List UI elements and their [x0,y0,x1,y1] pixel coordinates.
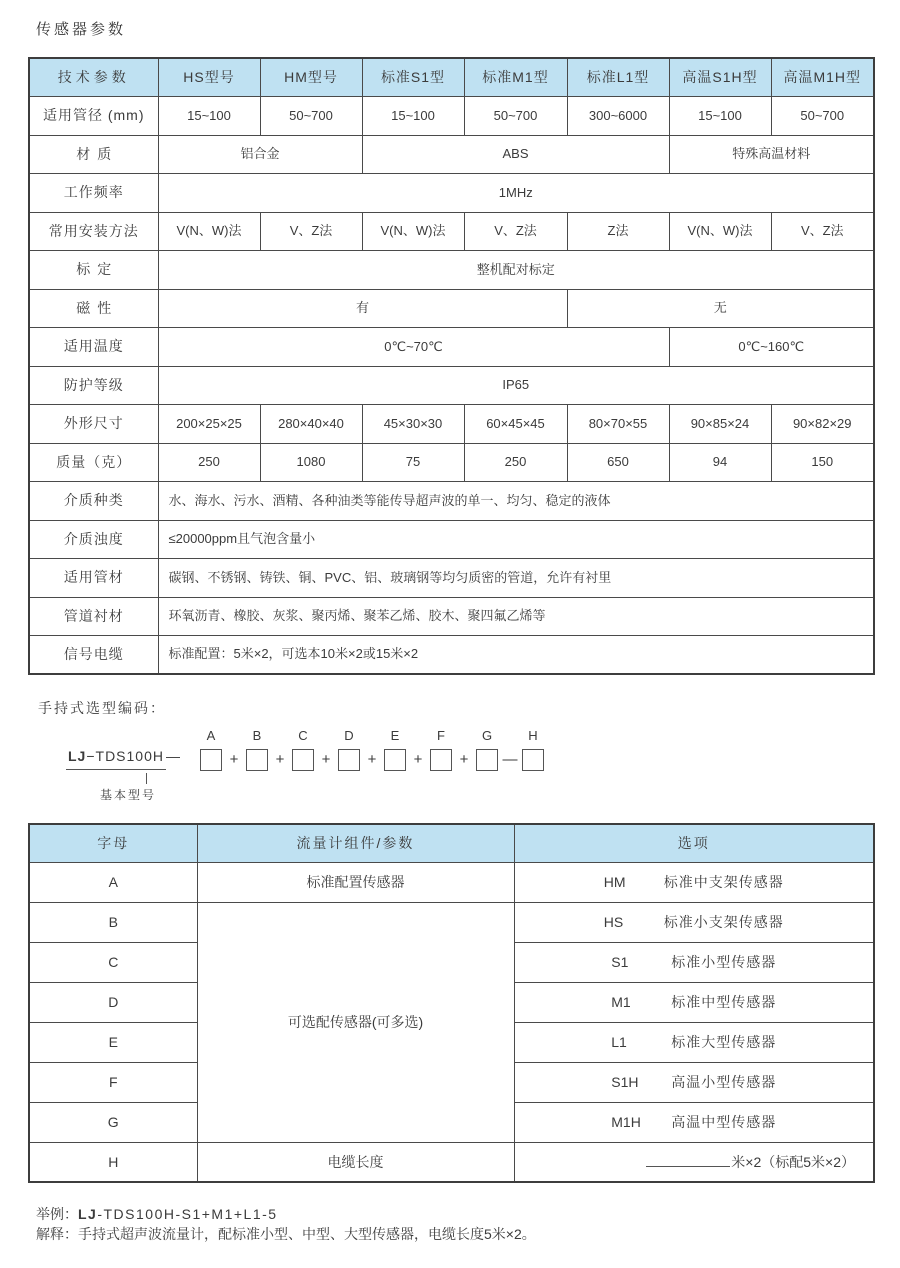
option-cell [514,902,874,942]
letter-row [29,1142,874,1182]
code-letter: F [437,728,445,743]
base-model-code [66,748,166,770]
spec-row-label: 信号电缆 [29,636,158,675]
spec-header-param: 技术参数 [29,58,158,97]
spec-cell: 无 [567,289,874,328]
option-cell [514,1062,874,1102]
option-cell [514,942,874,982]
option-code: HS [603,914,624,930]
option-cell [514,1142,874,1182]
spec-row-label: 防护等级 [29,366,158,405]
option-code: M1H [611,1114,641,1130]
footer-notes [36,1204,536,1244]
spec-header-model: 标准L1型 [567,58,669,97]
spec-header-model: HM型号 [260,58,362,97]
option-code: S1H [611,1074,639,1090]
selection-code-diagram [28,720,748,812]
spec-row-label: 常用安装方法 [29,212,158,251]
spec-cell: 80×70×55 [567,405,669,444]
spec-cell: IP65 [158,366,874,405]
spec-row-label: 工作频率 [29,174,158,213]
letter-option-table [28,823,875,1183]
option-cell [514,1022,874,1062]
spec-cell: 0℃~70℃ [158,328,669,367]
code-separator: + [229,751,239,768]
example-label: 举例： [36,1206,78,1222]
spec-cell: 45×30×30 [362,405,464,444]
model-dash: — [166,748,180,764]
letter-row [29,862,874,902]
spec-cell: 75 [362,443,464,482]
spec-cell: V、Z法 [771,212,874,251]
code-letter: D [344,728,354,743]
spec-header-model: 高温S1H型 [669,58,771,97]
spec-row [29,135,874,174]
option-name: 标准小型传感器 [671,954,777,970]
spec-cell: 铝合金 [158,135,362,174]
option-cell [514,982,874,1022]
letter-table-header-row [29,824,874,862]
code-box [476,749,498,771]
option-entry [519,872,870,892]
code-box [200,749,222,771]
code-letter: E [390,728,400,743]
code-separator: + [321,751,331,768]
cable-length-option: 米×2（标配5米×2） [519,1152,870,1172]
spec-cell: 15~100 [158,97,260,136]
base-model-block [66,748,180,802]
spec-cell: 650 [567,443,669,482]
spec-row [29,405,874,444]
base-model-rest: −TDS100H [86,748,164,764]
merged-component-cell: 可选配传感器(可多选) [197,902,514,1142]
option-name: 标准中型传感器 [671,994,777,1010]
spec-row [29,482,874,521]
code-letter-boxes [200,728,544,771]
spec-row-label: 适用管材 [29,559,158,598]
component-cell: 电缆长度 [197,1142,514,1182]
spec-cell: 标准配置：5米×2，可选本10米×2或15米×2 [158,636,874,675]
example-code-rest: -TDS100H-S1+M1+L1-5 [97,1206,278,1222]
option-name: 标准中支架传感器 [663,874,784,890]
spec-cell: 300~6000 [567,97,669,136]
blank-underline [646,1153,730,1167]
spec-cell: 整机配对标定 [158,251,874,290]
code-box [522,749,544,771]
option-cell [514,862,874,902]
option-entry [519,1112,870,1132]
code-separator: + [367,751,377,768]
spec-row-label: 质量（克） [29,443,158,482]
option-code: S1 [611,954,629,970]
spec-row-label: 标定 [29,251,158,290]
spec-cell: 250 [158,443,260,482]
explain-text: 手持式超声波流量计，配标准小型、中型、大型传感器，电缆长度5米×2。 [78,1226,536,1242]
code-letter: G [481,728,493,743]
option-cell [514,1102,874,1142]
letter-cell: H [29,1142,197,1182]
base-model-label: 基本型号 [100,788,157,802]
option-code: L1 [611,1034,627,1050]
spec-cell: 有 [158,289,567,328]
spec-cell: 15~100 [669,97,771,136]
code-group [292,728,314,771]
spec-header-model: 标准S1型 [362,58,464,97]
spec-cell: ABS [362,135,669,174]
code-group [522,728,544,771]
spec-row-label: 适用管径 (mm) [29,97,158,136]
spec-cell: 15~100 [362,97,464,136]
letter-cell: D [29,982,197,1022]
code-group [338,728,360,771]
code-separator: + [459,751,469,768]
code-group [246,728,268,771]
spec-cell: V(N、W)法 [362,212,464,251]
code-letter: C [298,728,308,743]
spec-cell: 特殊高温材料 [669,135,874,174]
spec-row [29,636,874,675]
letter-table-header: 字母 [29,824,197,862]
code-box [246,749,268,771]
spec-row-label: 磁性 [29,289,158,328]
explain-label: 解释： [36,1226,78,1242]
spec-table-header-row [29,58,874,97]
spec-cell: 150 [771,443,874,482]
spec-cell: V(N、W)法 [669,212,771,251]
code-group [476,728,498,771]
letter-table-header: 选项 [514,824,874,862]
code-box [292,749,314,771]
component-cell: 标准配置传感器 [197,862,514,902]
spec-row [29,97,874,136]
spec-row-label: 外形尺寸 [29,405,158,444]
spec-cell: 水、海水、污水、酒精、各种油类等能传导超声波的单一、均匀、稳定的液体 [158,482,874,521]
spec-cell: V(N、W)法 [158,212,260,251]
letter-cell: F [29,1062,197,1102]
code-letter: H [528,728,538,743]
spec-row [29,443,874,482]
spec-cell: V、Z法 [260,212,362,251]
spec-row [29,366,874,405]
example-line [36,1204,536,1224]
spec-cell: 50~700 [464,97,567,136]
spec-cell: 94 [669,443,771,482]
spec-row [29,328,874,367]
letter-cell: E [29,1022,197,1062]
spec-cell: 280×40×40 [260,405,362,444]
spec-cell: 60×45×45 [464,405,567,444]
code-separator: + [275,751,285,768]
letter-table-header: 流量计组件/参数 [197,824,514,862]
code-letter: A [206,728,216,743]
letter-cell: G [29,1102,197,1142]
spec-cell: 50~700 [260,97,362,136]
example-code-bold: LJ [78,1206,98,1222]
spec-row-label: 适用温度 [29,328,158,367]
spec-cell: Z法 [567,212,669,251]
spec-row [29,251,874,290]
base-model-pointer-line [146,773,147,784]
spec-header-model: 高温M1H型 [771,58,874,97]
page-title: 传感器参数 [36,21,127,38]
spec-row-label: 管道衬材 [29,597,158,636]
letter-cell: B [29,902,197,942]
spec-row [29,597,874,636]
spec-cell: 0℃~160℃ [669,328,874,367]
spec-cell: 50~700 [771,97,874,136]
spec-cell: 1MHz [158,174,874,213]
code-separator: — [502,751,518,768]
letter-cell: A [29,862,197,902]
spec-row [29,174,874,213]
option-entry [519,952,870,972]
explain-line [36,1224,536,1244]
code-separator: + [413,751,423,768]
spec-row [29,289,874,328]
code-group [384,728,406,771]
option-name: 高温中型传感器 [671,1114,777,1130]
spec-cell: 1080 [260,443,362,482]
spec-cell: 碳钢、不锈钢、铸铁、铜、PVC、铝、玻璃钢等均匀质密的管道，允许有衬里 [158,559,874,598]
code-box [338,749,360,771]
spec-row [29,212,874,251]
code-box [430,749,452,771]
option-name: 高温小型传感器 [671,1074,777,1090]
spec-cell: 250 [464,443,567,482]
letter-row [29,902,874,942]
spec-row-label: 材质 [29,135,158,174]
selection-code-heading: 手持式选型编码： [38,700,166,716]
code-box [384,749,406,771]
spec-cell: 200×25×25 [158,405,260,444]
code-group [430,728,452,771]
code-letter: B [252,728,262,743]
spec-header-model: 标准M1型 [464,58,567,97]
letter-cell: C [29,942,197,982]
spec-row-label: 介质浊度 [29,520,158,559]
option-entry [519,992,870,1012]
spec-cell: V、Z法 [464,212,567,251]
spec-header-model: HS型号 [158,58,260,97]
spec-table [28,57,875,675]
option-name: 标准大型传感器 [671,1034,777,1050]
spec-cell: ≤20000ppm且气泡含量小 [158,520,874,559]
spec-row [29,559,874,598]
code-group [200,728,222,771]
spec-cell: 90×82×29 [771,405,874,444]
option-entry [519,912,870,932]
option-code: M1 [611,994,631,1010]
spec-row-label: 介质种类 [29,482,158,521]
base-model-prefix: LJ [68,748,87,764]
option-name: 标准小支架传感器 [663,914,784,930]
spec-cell: 环氧沥青、橡胶、灰浆、聚丙烯、聚苯乙烯、胶木、聚四氟乙烯等 [158,597,874,636]
option-code: HM [603,874,626,890]
option-entry [519,1072,870,1092]
option-entry [519,1032,870,1052]
spec-row [29,520,874,559]
spec-cell: 90×85×24 [669,405,771,444]
